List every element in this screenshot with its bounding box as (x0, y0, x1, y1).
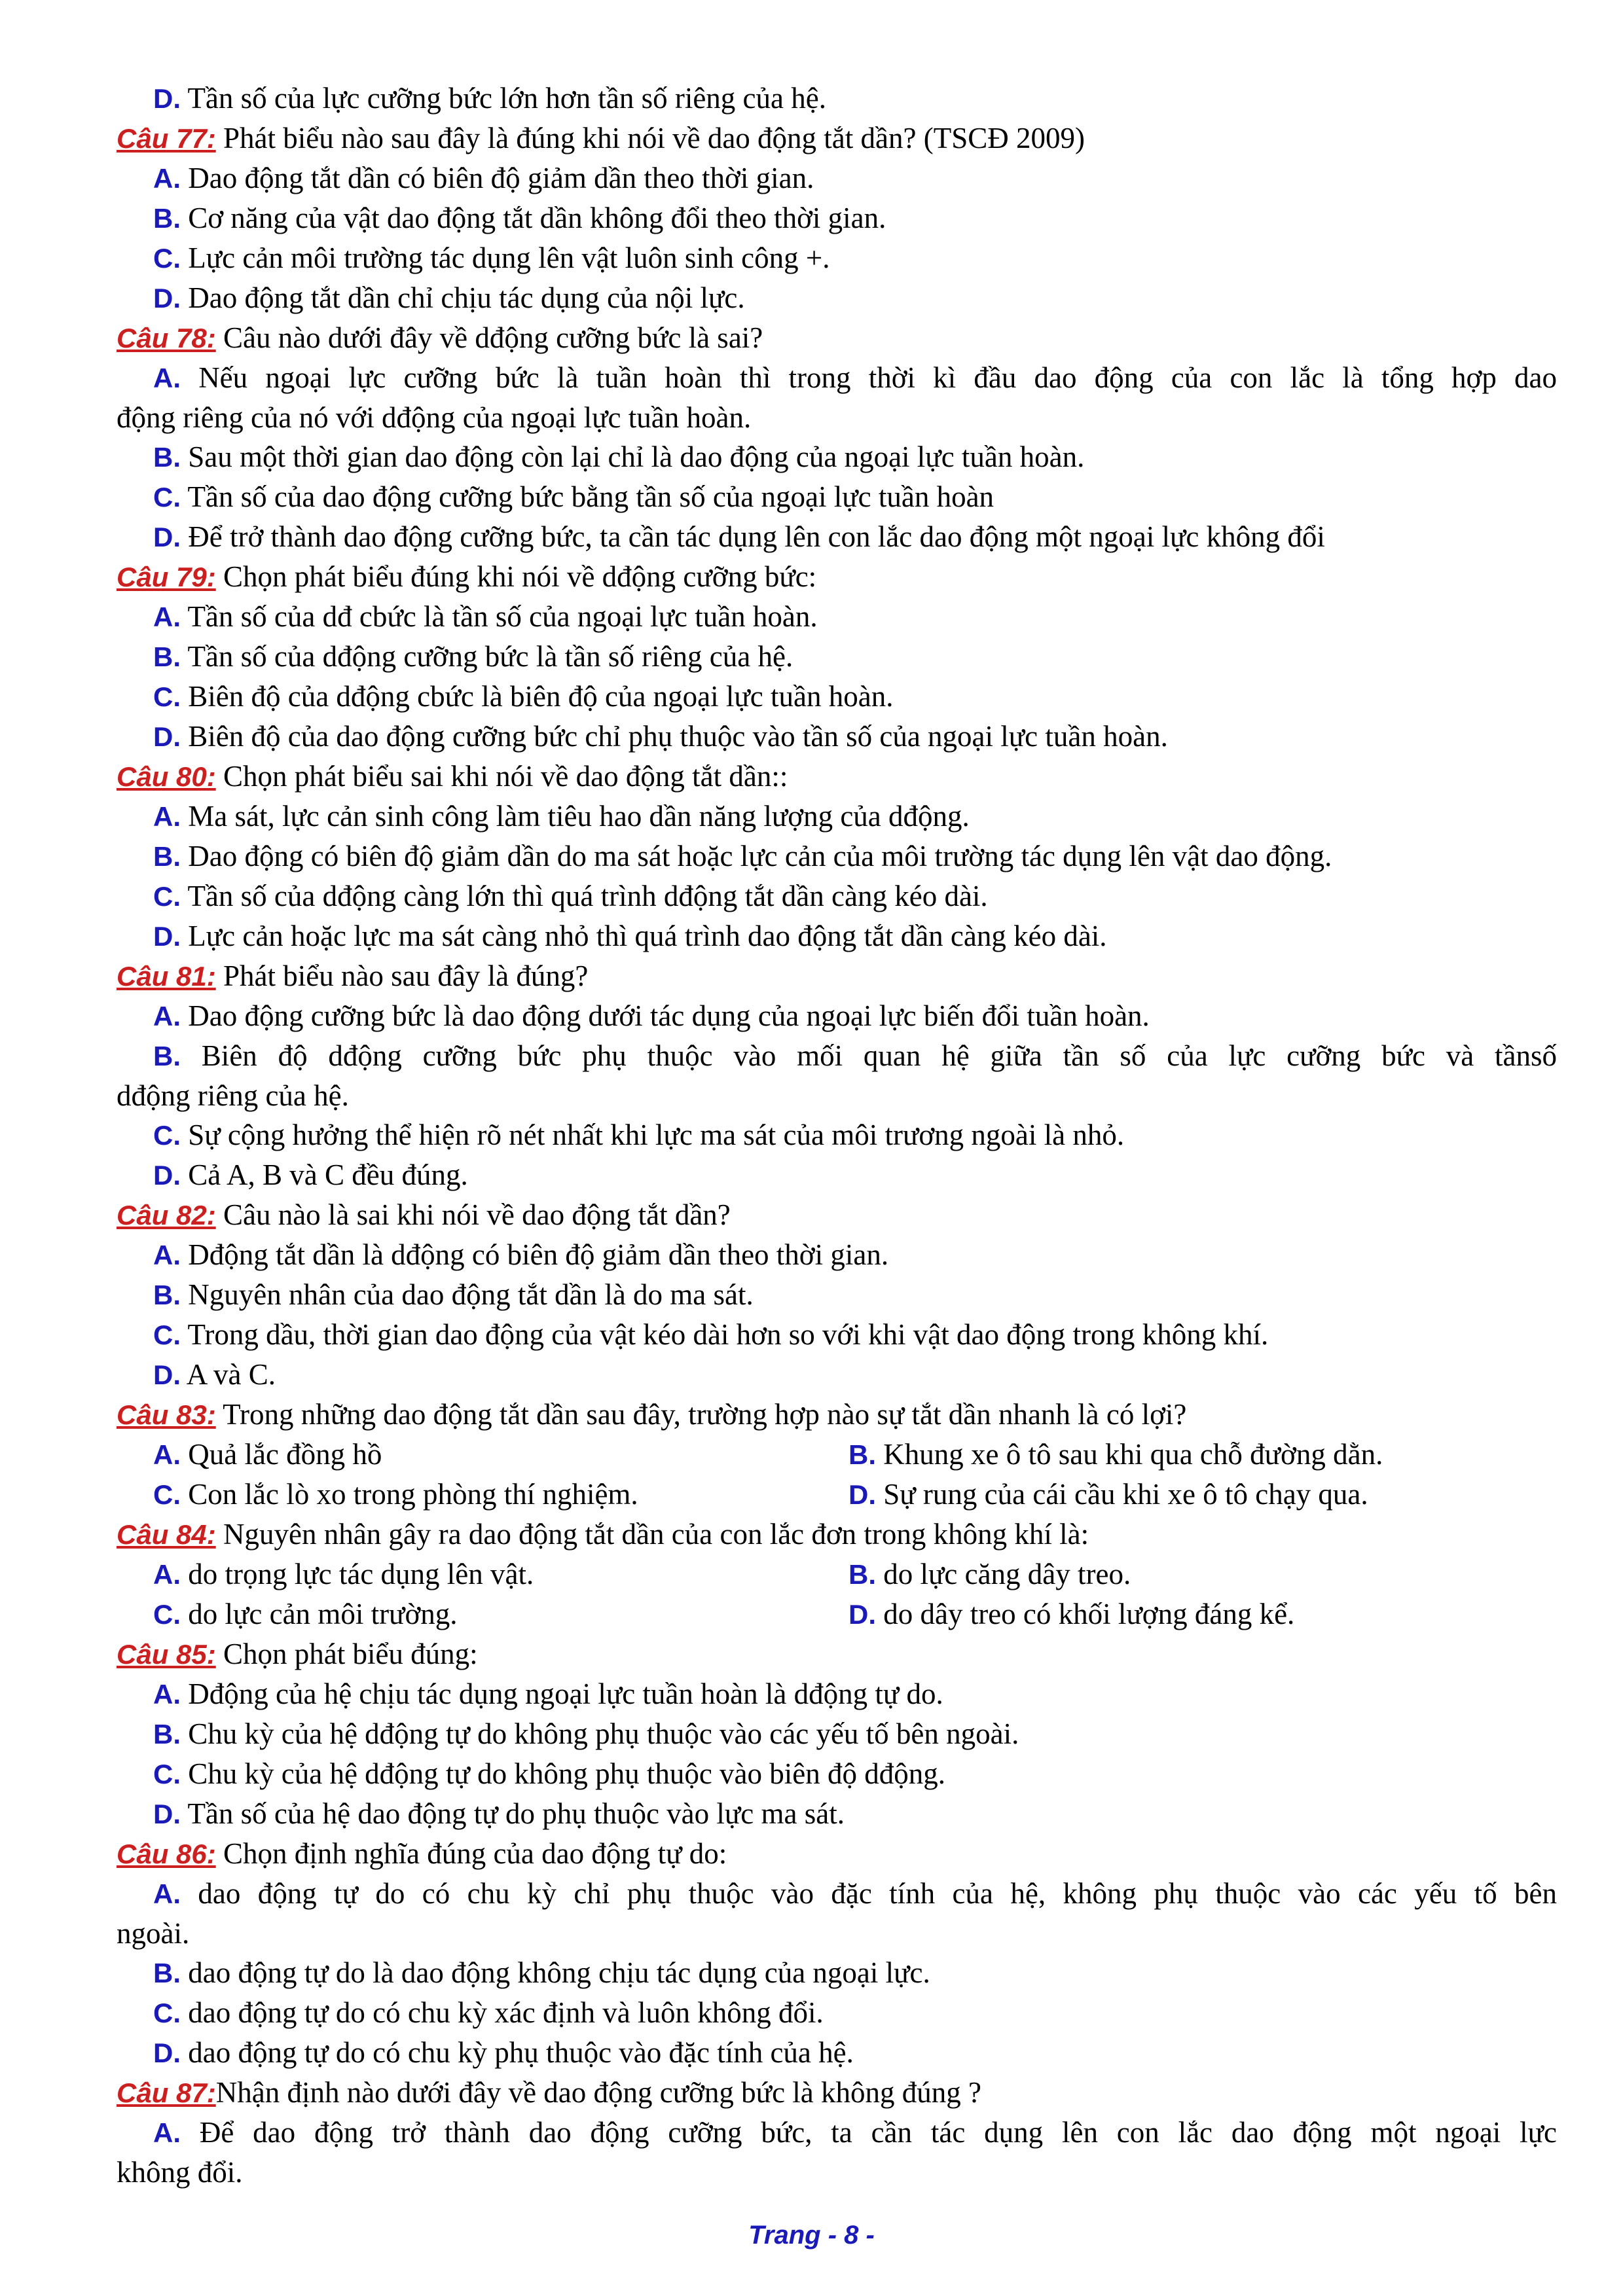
q81-option-c-label: C. (153, 1120, 181, 1151)
q79-option-b-text: Tần số của dđộng cưỡng bức là tần số riêng của hệ. (187, 640, 793, 673)
q79-option-a-label: A. (153, 601, 181, 632)
q77-option-c (117, 238, 1557, 278)
q77-option-c-text: Lực cản môi trường tác dụng lên vật luôn sinh công +. (188, 242, 830, 274)
q83-option-c (117, 1475, 848, 1515)
q80-option-b-text: Dao động có biên độ giảm dần do ma sát hoặc lực cản của môi trường tác dụng lên vật dao động. (188, 840, 1332, 872)
q83-option-a-text: Quả lắc đồng hồ (188, 1438, 382, 1471)
q80-option-c-text: Tần số của dđộng càng lớn thì quá trình dđộng tắt dần càng kéo dài. (187, 880, 988, 912)
q86-option-a-line2 (117, 1914, 1557, 1953)
q83-option-d-label: D. (848, 1479, 876, 1510)
q82-option-d-label: D. (153, 1359, 181, 1390)
q87-option-a-text-1: Để dao động trở thành dao động cưỡng bức, ta cần tác dụng lên con lắc dao động một ngoại lực (199, 2116, 1558, 2149)
q79-label: Câu 79: (117, 562, 216, 592)
q78-option-a-line2 (117, 398, 1557, 437)
q83-text: Trong những dao động tắt dần sau đây, trường hợp nào sự tắt dần nhanh là có lợi? (223, 1398, 1187, 1431)
q84-option-d-label: D. (848, 1599, 876, 1630)
q82-text: Câu nào là sai khi nói về dao động tắt dần? (223, 1198, 731, 1231)
q78-option-b-text: Sau một thời gian dao động còn lại chỉ là dao động của ngoại lực tuần hoàn. (188, 440, 1085, 473)
q81-option-b-text-2: dđộng riêng của hệ. (117, 1079, 349, 1112)
q82-option-c (117, 1315, 1557, 1355)
q84-label: Câu 84: (117, 1519, 216, 1550)
q77-option-d (117, 278, 1557, 318)
q81-option-a (117, 996, 1557, 1036)
q83-option-c-label: C. (153, 1479, 181, 1510)
q85-option-a-label: A. (153, 1679, 181, 1710)
q77-question (117, 118, 1557, 158)
q82-option-d (117, 1355, 1557, 1395)
q78-option-d (117, 517, 1557, 557)
q84-option-d-text: do dây treo có khối lượng đáng kể. (883, 1598, 1295, 1630)
q78-option-a-text-1: Nếu ngoại lực cưỡng bức là tuần hoàn thì trong thời kì đầu dao động của con lắc là tổng hợp dao (198, 361, 1558, 394)
q83-question (117, 1395, 1557, 1435)
q84-option-d (848, 1594, 1294, 1634)
q78-option-a-text-2: động riêng của nó với dđộng của ngoại lực tuần hoàn. (117, 401, 752, 434)
q85-option-a (117, 1674, 1557, 1714)
q85-option-d-text: Tần số của hệ dao động tự do phụ thuộc vào lực ma sát. (187, 1797, 845, 1830)
q85-option-b-label: B. (153, 1719, 181, 1749)
q85-option-c-label: C. (153, 1759, 181, 1789)
q86-option-a-label: A. (153, 1878, 181, 1909)
q83-option-d-text: Sự rung của cái cầu khi xe ô tô chạy qua. (883, 1478, 1368, 1511)
q83-options-row2 (117, 1475, 1557, 1515)
q84-option-c (117, 1594, 848, 1634)
q87-label: Câu 87: (117, 2077, 216, 2108)
q85-option-c-text: Chu kỳ của hệ dđộng tự do không phụ thuộc vào biên độ dđộng. (188, 1757, 946, 1790)
q86-option-b (117, 1953, 1557, 1993)
q76-option-d-label: D. (153, 83, 181, 114)
q84-option-a (117, 1554, 848, 1594)
q80-option-c-label: C. (153, 881, 181, 912)
q82-option-c-text: Trong dầu, thời gian dao động của vật kéo dài hơn so với khi vật dao động trong không khí. (187, 1318, 1269, 1351)
q79-option-d-text: Biên độ của dao động cưỡng bức chỉ phụ thuộc vào tần số của ngoại lực tuần hoàn. (188, 720, 1168, 753)
q80-option-d (117, 916, 1557, 956)
q77-option-d-label: D. (153, 283, 181, 314)
q78-option-c-label: C. (153, 482, 181, 512)
q87-option-a-text-2: không đổi. (117, 2156, 243, 2189)
q84-option-b-label: B. (848, 1559, 876, 1590)
q85-option-b-text: Chu kỳ của hệ dđộng tự do không phụ thuộc vào các yếu tố bên ngoài. (188, 1717, 1019, 1750)
q77-option-a-label: A. (153, 163, 181, 194)
q86-option-a-line1 (117, 1874, 1557, 1914)
q87-text: Nhận định nào dưới đây về dao động cưỡng bức là không đúng ? (215, 2076, 981, 2109)
q79-option-c (117, 677, 1557, 717)
q84-options-row1 (117, 1554, 1557, 1594)
q84-text: Nguyên nhân gây ra dao động tắt dần của con lắc đơn trong không khí là: (223, 1518, 1089, 1551)
q82-option-a-text: Dđộng tắt dần là dđộng có biên độ giảm dần theo thời gian. (188, 1238, 889, 1271)
q84-question (117, 1515, 1557, 1554)
q78-text: Câu nào dưới đây về dđộng cưỡng bức là sai? (223, 321, 763, 354)
q77-option-c-label: C. (153, 243, 181, 274)
q83-option-c-text: Con lắc lò xo trong phòng thí nghiệm. (188, 1478, 638, 1511)
q78-option-c-text: Tần số của dao động cưỡng bức bằng tần số của ngoại lực tuần hoàn (187, 480, 994, 513)
q84-option-a-label: A. (153, 1559, 181, 1590)
q79-question (117, 557, 1557, 597)
q83-option-a-label: A. (153, 1439, 181, 1470)
q76-option-d (117, 79, 1557, 118)
q77-option-b-label: B. (153, 203, 181, 234)
q79-option-c-text: Biên độ của dđộng cbức là biên độ của ngoại lực tuần hoàn. (188, 680, 894, 713)
q86-option-c (117, 1993, 1557, 2033)
q78-question (117, 318, 1557, 358)
q87-option-a-label: A. (153, 2117, 181, 2148)
q83-option-a (117, 1435, 848, 1475)
q81-label: Câu 81: (117, 961, 216, 992)
q78-option-b (117, 437, 1557, 477)
q80-option-a (117, 797, 1557, 836)
q76-option-d-text: Tần số của lực cưỡng bức lớn hơn tần số riêng của hệ. (187, 82, 826, 115)
q77-option-a (117, 158, 1557, 198)
q82-option-a-label: A. (153, 1240, 181, 1270)
q81-option-b-label: B. (153, 1041, 181, 1071)
q85-option-d (117, 1794, 1557, 1834)
q86-option-a-text-1: dao động tự do có chu kỳ chỉ phụ thuộc vào đặc tính của hệ, không phụ thuộc vào các yếu tố bên (198, 1877, 1557, 1910)
q82-option-c-label: C. (153, 1319, 181, 1350)
q78-option-d-text: Để trở thành dao động cưỡng bức, ta cần tác dụng lên con lắc dao động một ngoại lực không đổi (188, 520, 1325, 553)
q85-question (117, 1634, 1557, 1674)
q83-option-d (848, 1475, 1368, 1515)
q82-label: Câu 82: (117, 1200, 216, 1230)
q81-option-d-label: D. (153, 1160, 181, 1191)
q86-text: Chọn định nghĩa đúng của dao động tự do: (223, 1837, 727, 1870)
q86-question (117, 1834, 1557, 1874)
q84-options-row2 (117, 1594, 1557, 1634)
q83-options-row1 (117, 1435, 1557, 1475)
q81-option-b-text-1: Biên độ dđộng cưỡng bức phụ thuộc vào mối quan hệ giữa tần số của lực cưỡng bức và tầnsố (201, 1039, 1557, 1072)
q77-label: Câu 77: (117, 123, 216, 154)
q80-option-c (117, 876, 1557, 916)
q80-option-d-label: D. (153, 921, 181, 952)
q79-option-c-label: C. (153, 681, 181, 712)
q79-option-b-label: B. (153, 641, 181, 672)
q84-option-b-text: do lực căng dây treo. (883, 1558, 1131, 1590)
q81-option-d (117, 1155, 1557, 1195)
q82-option-b-text: Nguyên nhân của dao động tắt dần là do ma sát. (188, 1278, 754, 1311)
q81-question (117, 956, 1557, 996)
q80-option-b (117, 836, 1557, 876)
q80-option-a-text: Ma sát, lực cản sinh công làm tiêu hao dần năng lượng của dđộng. (188, 800, 970, 833)
q86-option-c-label: C. (153, 1998, 181, 2028)
q81-option-a-label: A. (153, 1001, 181, 1031)
q86-option-c-text: dao động tự do có chu kỳ xác định và luôn không đổi. (188, 1996, 824, 2029)
q82-question (117, 1195, 1557, 1235)
q85-text: Chọn phát biểu đúng: (223, 1638, 478, 1670)
q85-option-d-label: D. (153, 1799, 181, 1829)
q78-option-b-label: B. (153, 442, 181, 473)
q81-text: Phát biểu nào sau đây là đúng? (223, 960, 589, 992)
q85-option-c (117, 1754, 1557, 1794)
q84-option-b (848, 1554, 1131, 1594)
q78-option-a-label: A. (153, 363, 181, 393)
q83-option-b-text: Khung xe ô tô sau khi qua chỗ đường dằn. (883, 1438, 1383, 1471)
q86-option-b-text: dao động tự do là dao động không chịu tác dụng của ngoại lực. (188, 1956, 930, 1989)
q82-option-d-text: A và C. (186, 1358, 276, 1391)
page-footer: Trang - 8 - (748, 2221, 875, 2250)
q81-option-a-text: Dao động cưỡng bức là dao động dưới tác dụng của ngoại lực biến đổi tuần hoàn. (188, 999, 1150, 1032)
q87-option-a-line1 (117, 2113, 1557, 2153)
q80-option-d-text: Lực cản hoặc lực ma sát càng nhỏ thì quá trình dao động tắt dần càng kéo dài. (188, 920, 1107, 952)
q78-option-a-line1 (117, 358, 1557, 398)
q86-option-d-text: dao động tự do có chu kỳ phụ thuộc vào đặc tính của hệ. (188, 2036, 854, 2069)
q82-option-b-label: B. (153, 1280, 181, 1310)
q85-label: Câu 85: (117, 1639, 216, 1670)
q80-text: Chọn phát biểu sai khi nói về dao động tắt dần:: (223, 760, 788, 793)
q86-option-d (117, 2033, 1557, 2073)
document-page (117, 79, 1557, 2192)
q77-option-a-text: Dao động tắt dần có biên độ giảm dần theo thời gian. (188, 162, 814, 194)
q86-option-a-text-2: ngoài. (117, 1917, 190, 1950)
q78-label: Câu 78: (117, 323, 216, 353)
q79-option-d (117, 717, 1557, 757)
q86-option-d-label: D. (153, 2037, 181, 2068)
q81-option-c (117, 1115, 1557, 1155)
q81-option-c-text: Sự cộng hưởng thể hiện rõ nét nhất khi lực ma sát của môi trương ngoài là nhỏ. (188, 1119, 1125, 1151)
q85-option-a-text: Dđộng của hệ chịu tác dụng ngoại lực tuần hoàn là dđộng tự do. (188, 1677, 943, 1710)
q84-option-c-label: C. (153, 1599, 181, 1630)
q80-question (117, 757, 1557, 797)
q86-option-b-label: B. (153, 1958, 181, 1988)
q77-option-b-text: Cơ năng của vật dao động tắt dần không đổi theo thời gian. (188, 202, 886, 234)
q81-option-b-line1 (117, 1036, 1557, 1076)
q82-option-a (117, 1235, 1557, 1275)
q79-option-d-label: D. (153, 721, 181, 752)
q87-option-a-line2 (117, 2153, 1557, 2192)
q78-option-c (117, 477, 1557, 517)
q81-option-b-line2 (117, 1076, 1557, 1115)
q86-label: Câu 86: (117, 1839, 216, 1869)
q79-option-a-text: Tần số của dđ cbức là tần số của ngoại lực tuần hoàn. (187, 600, 818, 633)
q87-question (117, 2073, 1557, 2113)
q83-label: Câu 83: (117, 1399, 216, 1430)
q80-label: Câu 80: (117, 761, 216, 792)
q82-option-b (117, 1275, 1557, 1315)
q80-option-b-label: B. (153, 841, 181, 872)
q80-option-a-label: A. (153, 801, 181, 832)
q83-option-b-label: B. (848, 1439, 876, 1470)
q77-option-b (117, 198, 1557, 238)
q85-option-b (117, 1714, 1557, 1754)
q78-option-d-label: D. (153, 522, 181, 552)
q84-option-a-text: do trọng lực tác dụng lên vật. (188, 1558, 534, 1590)
q79-text: Chọn phát biểu đúng khi nói về dđộng cưỡng bức: (223, 560, 817, 593)
q77-text: Phát biểu nào sau đây là đúng khi nói về dao động tắt dần? (TSCĐ 2009) (223, 122, 1085, 154)
q83-option-b (848, 1435, 1383, 1475)
q77-option-d-text: Dao động tắt dần chỉ chịu tác dụng của nội lực. (188, 281, 745, 314)
q81-option-d-text: Cả A, B và C đều đúng. (188, 1158, 468, 1191)
q84-option-c-text: do lực cản môi trường. (188, 1598, 458, 1630)
q79-option-b (117, 637, 1557, 677)
q79-option-a (117, 597, 1557, 637)
